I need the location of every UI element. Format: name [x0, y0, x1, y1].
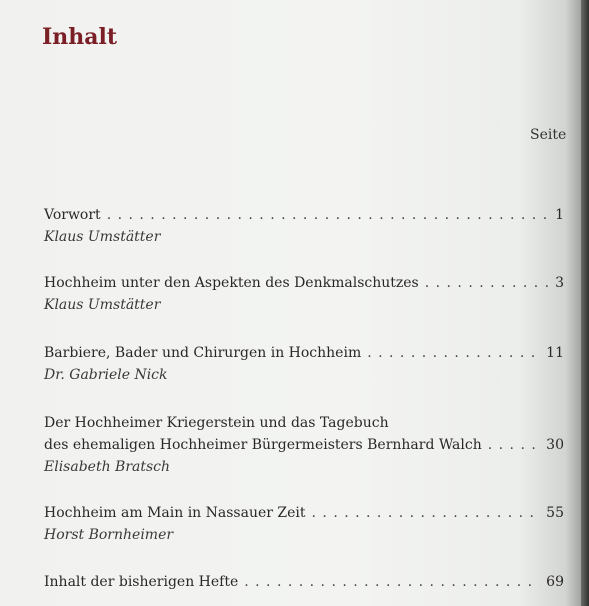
toc-entry-barbiere	[44, 342, 564, 386]
leader-dots	[488, 434, 540, 456]
toc-page-number: 30	[546, 437, 564, 453]
toc-entry-kriegerstein	[44, 412, 564, 478]
page-column-header: Seite	[530, 127, 567, 143]
toc-entry-author: Klaus Umstätter	[44, 229, 161, 245]
toc-entry-title-line	[44, 272, 564, 294]
leader-dots	[367, 342, 540, 364]
toc-entry-title: Der Hochheimer Kriegerstein und das Tagebuch	[44, 415, 389, 431]
toc-entry-denkmalschutz	[44, 272, 564, 316]
toc-entry-bisherige-hefte	[44, 571, 564, 593]
leader-dots	[107, 204, 549, 226]
toc-entry-author: Dr. Gabriele Nick	[44, 367, 168, 383]
toc-entry-title: Inhalt der bisherigen Hefte	[44, 574, 239, 590]
toc-entry-title: Hochheim am Main in Nassauer Zeit	[44, 505, 306, 521]
toc-page-number: 55	[546, 505, 564, 521]
toc-entry-title-continued: des ehemaligen Hochheimer Bürgermeisters Bernhard Walch	[44, 437, 482, 453]
toc-entry-vorwort	[44, 204, 564, 248]
toc-entry-title-line	[44, 434, 564, 456]
leader-dots	[244, 571, 540, 593]
leader-dots	[425, 272, 549, 294]
toc-entry-author: Elisabeth Bratsch	[44, 459, 171, 475]
toc-page-number: 69	[546, 574, 564, 590]
toc-entry-title-line	[44, 502, 564, 524]
toc-page-number: 11	[546, 345, 564, 361]
book-spine-shadow	[581, 0, 589, 606]
toc-entry-title-line	[44, 571, 564, 593]
toc-entry-title-line	[44, 204, 564, 226]
leader-dots	[312, 502, 541, 524]
toc-page-number: 1	[555, 207, 564, 223]
toc-entry-author: Horst Bornheimer	[44, 527, 174, 543]
toc-entry-title-line	[44, 342, 564, 364]
toc-entry-nassauer-zeit	[44, 502, 564, 546]
toc-entry-title-line	[44, 412, 564, 434]
toc-entry-author: Klaus Umstätter	[44, 297, 161, 313]
toc-page-number: 3	[555, 275, 564, 291]
page-title: Inhalt	[42, 24, 118, 50]
toc-entry-title: Barbiere, Bader und Chirurgen in Hochheim	[44, 345, 362, 361]
toc-entry-title: Vorwort	[44, 207, 101, 223]
toc-entry-title: Hochheim unter den Aspekten des Denkmalschutzes	[44, 275, 419, 291]
